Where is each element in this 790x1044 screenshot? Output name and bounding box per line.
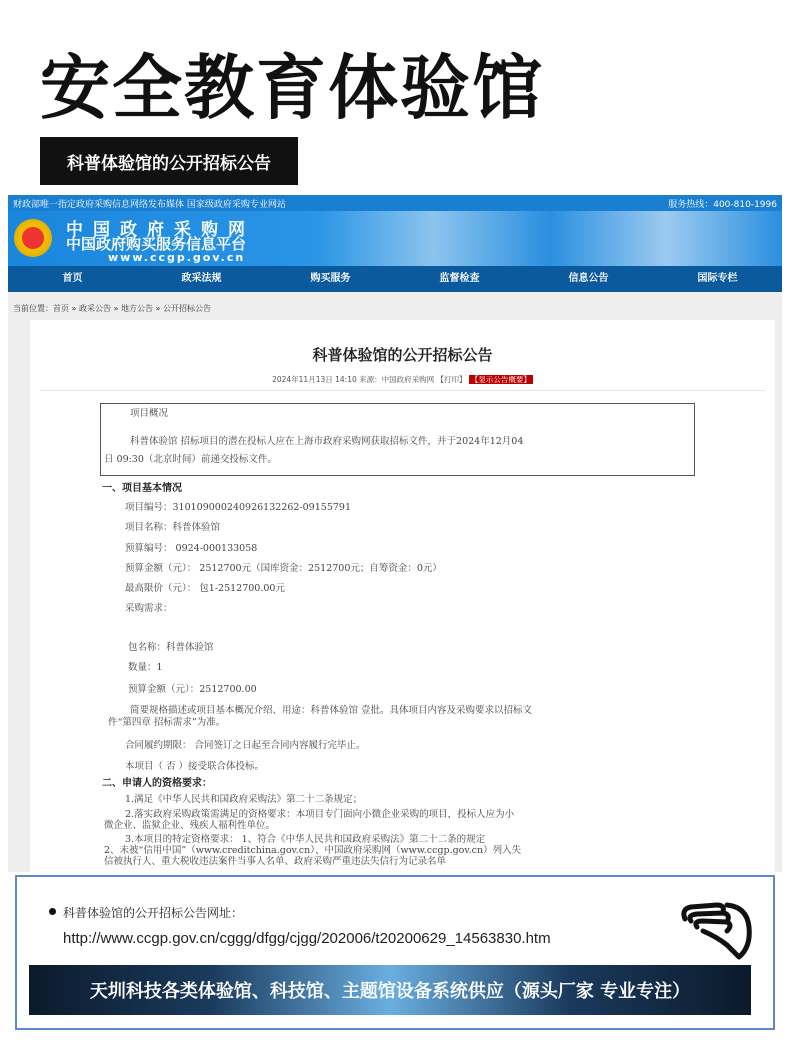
subtitle-label: 科普体验馆的公开招标公告 <box>40 137 298 185</box>
info-line: 数量：1 <box>128 662 163 673</box>
info-line: 本项目（ 否 ）接受联合体投标。 <box>125 761 265 772</box>
site-banner <box>8 211 782 266</box>
nav-announcements[interactable]: 信息公告 <box>568 273 609 284</box>
info-line: 微企业、监狱企业、残疾人福利性单位。 <box>104 820 276 831</box>
bullet-icon <box>49 908 56 915</box>
info-line: 采购需求： <box>125 603 173 614</box>
website-screenshot <box>8 195 782 872</box>
info-line: 简要规格描述或项目基本概况介绍、用途：科普体验馆 壹批。具体项目内容及采购要求以招标文 <box>130 705 533 716</box>
announcement-url-link[interactable]: http://www.ccgp.gov.cn/cggg/dfgg/cjgg/202006/t20200629_14563830.htm <box>63 930 551 947</box>
logo-line2: 中国政府购买服务信息平台 <box>66 235 247 253</box>
url-label: 科普体验馆的公开招标公告网址： <box>63 906 244 920</box>
info-line: 预算金额（元）：2512700.00 <box>128 684 257 695</box>
info-line: 预算金额（元）： 2512700元（国库资金：2512700元；自筹资金：0元） <box>125 563 442 574</box>
info-line: 项目编号：310109000240926132262-09155791 <box>125 502 351 513</box>
info-line: 项目名称：科普体验馆 <box>125 522 221 533</box>
hotline: 服务热线：400-810-1996 <box>668 199 777 210</box>
pointing-hand-icon <box>677 897 757 962</box>
info-line: 1.满足《中华人民共和国政府采购法》第二十二条规定； <box>125 794 363 805</box>
nav-regulations[interactable]: 政采法规 <box>181 273 222 284</box>
info-line: 包名称：科普体验馆 <box>128 642 214 653</box>
page-title: 安全教育体验馆 <box>40 47 544 129</box>
breadcrumb: 当前位置：首页 » 政采公告 » 地方公告 » 公开招标公告 <box>13 304 211 313</box>
divider <box>40 390 765 391</box>
url-panel <box>15 875 775 1030</box>
nav-home[interactable]: 首页 <box>62 273 83 284</box>
info-line: 件“第四章 招标需求”为准。 <box>108 717 226 728</box>
main-nav <box>8 266 782 292</box>
top-strip <box>8 195 782 211</box>
logo-line1: 中国政府采购网 <box>66 220 255 240</box>
info-line: 3.本项目的特定资格要求： 1、符合《中华人民共和国政府采购法》第二十二条的规定 <box>125 834 486 845</box>
site-tagline: 财政部唯一指定政府采购信息网络发布媒体 国家级政府采购专业网站 <box>13 199 286 210</box>
nav-international[interactable]: 国际专栏 <box>697 273 738 284</box>
article-panel <box>30 320 775 872</box>
nav-supervision[interactable]: 监督检查 <box>439 273 480 284</box>
show-summary-button[interactable]: 【显示公告概要】 <box>470 375 531 384</box>
overview-line: 科普体验馆 招标项目的潜在投标人应在上海市政府采购网获取招标文件，并于2024年12月04 <box>130 436 524 447</box>
info-line: 最高限价（元）： 包1-2512700.00元 <box>125 583 285 594</box>
info-line: 信被执行人、重大税收违法案件当事人名单、政府采购严重违法失信行为记录名单 <box>104 856 447 867</box>
national-emblem-icon <box>14 219 52 257</box>
section-heading: 二、申请人的资格要求： <box>102 778 212 789</box>
info-line: 合同履约期限： 合同签订之日起至合同内容履行完毕止。 <box>125 740 366 751</box>
overview-heading: 项目概况 <box>130 408 169 419</box>
section-heading: 一、项目基本情况 <box>102 483 182 494</box>
info-line: 2.落实政府采购政策需满足的资格要求：本项目专门面向小微企业采购的项目，投标人应为小 <box>125 809 515 820</box>
article-title: 科普体验馆的公开招标公告 <box>312 346 493 364</box>
slogan-banner: 天圳科技各类体验馆、科技馆、主题馆设备系统供应（源头厂家 专业专注） <box>29 965 751 1015</box>
info-line: 2、未被“信用中国”（www.creditchina.gov.cn）、中国政府采购网（www.ccgp.gov.cn）列入失 <box>104 845 522 856</box>
info-line: 预算编号： 0924-000133058 <box>125 543 258 554</box>
logo-url: www.ccgp.gov.cn <box>108 251 246 264</box>
overview-line: 日 09:30（北京时间）前递交投标文件。 <box>104 454 277 465</box>
article-meta <box>30 374 775 385</box>
nav-purchase-services[interactable]: 购买服务 <box>310 273 351 284</box>
meta-text: 2024年11月13日 14:10 来源：中国政府采购网 【打印】 <box>272 375 467 384</box>
